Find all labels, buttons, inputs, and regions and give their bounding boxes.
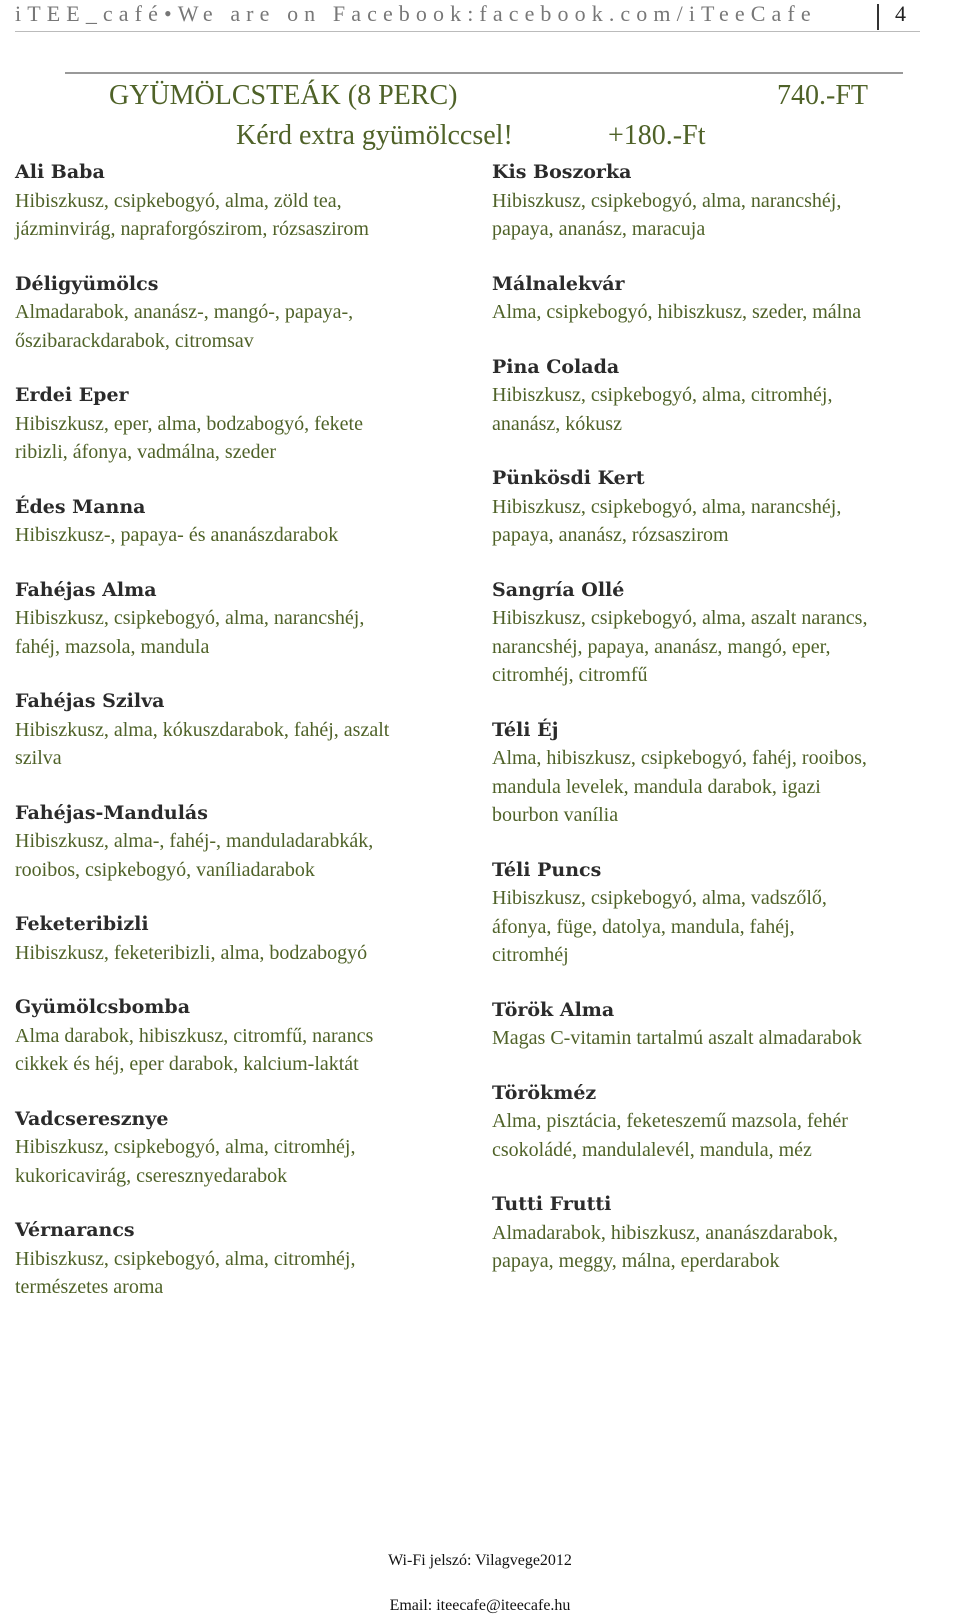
menu-item-description: Hibiszkusz, csipkebogyó, alma, citromhéj,	[15, 1247, 356, 1270]
menu-item-description: természetes aroma	[15, 1276, 164, 1298]
menu-item-description: Hibiszkusz, csipkebogyó, alma, zöld tea,	[15, 189, 342, 212]
menu-item-name: Törökméz	[492, 1081, 597, 1104]
menu-item	[492, 270, 947, 327]
menu-item-description: csokoládé, mandulalevél, mandula, méz	[492, 1138, 812, 1161]
header-text: iTEE_café•We are on Facebook:facebook.com/iTeeCafe	[15, 1, 817, 26]
header-divider	[877, 4, 879, 30]
menu-item-description: Hibiszkusz, alma, kókuszdarabok, fahéj, aszalt	[15, 718, 390, 741]
menu-item	[15, 493, 485, 550]
menu-item-description: Alma, hibiszkusz, csipkebogyó, fahéj, rooibos,	[492, 747, 867, 769]
menu-item-name: Pünkösdi Kert	[492, 467, 645, 489]
menu-item	[15, 576, 485, 662]
menu-item-name: Fahéjas-Mandulás	[15, 801, 208, 824]
extra-fruit-label: Kérd extra gyümölccsel!	[236, 120, 513, 151]
section-price: 740.-FT	[777, 80, 868, 111]
menu-item	[492, 1079, 947, 1165]
extra-fruit-price: +180.-Ft	[608, 120, 706, 151]
menu-item	[15, 158, 485, 244]
menu-item-description: Almadarabok, ananász-, mangó-, papaya-,	[15, 301, 354, 323]
menu-item	[492, 716, 947, 830]
menu-item	[492, 576, 947, 690]
menu-item-name: Déligyümölcs	[15, 272, 159, 295]
menu-item-name: Feketeribizli	[15, 913, 149, 935]
menu-item	[492, 996, 947, 1053]
menu-item-description: Hibiszkusz, csipkebogyó, alma, vadszőlő,	[492, 887, 827, 909]
section-title-bar	[65, 72, 903, 118]
menu-item-description: Hibiszkusz-, papaya- és ananászdarabok	[15, 524, 339, 546]
menu-item-name: Fahéjas Szilva	[15, 690, 165, 712]
menu-item-name: Ali Baba	[15, 161, 105, 183]
menu-item-description: bourbon vanília	[492, 804, 619, 826]
menu-item-name: Téli Puncs	[492, 858, 602, 881]
menu-item-description: ribizli, áfonya, vadmálna, szeder	[15, 441, 276, 463]
menu-item-name: Sangría Ollé	[492, 578, 625, 601]
contact-email: Email: iteecafe@iteecafe.hu	[389, 1597, 571, 1614]
menu-item	[15, 1105, 485, 1191]
menu-item-description: Alma, csipkebogyó, hibiszkusz, szeder, málna	[492, 301, 862, 323]
menu-item-description: fahéj, mazsola, mandula	[15, 635, 210, 658]
menu-item	[492, 353, 947, 439]
menu-item	[492, 856, 947, 970]
menu-item-description: Hibiszkusz, alma-, fahéj-, manduladarabkák,	[15, 830, 374, 852]
menu-item-description: cikkek és héj, eper darabok, kalcium-laktát	[15, 1053, 359, 1075]
menu-item-description: rooibos, csipkebogyó, vaníliadarabok	[15, 858, 315, 881]
header-rule	[15, 31, 920, 32]
menu-item-description: Hibiszkusz, csipkebogyó, alma, citromhéj,	[15, 1136, 356, 1158]
menu-item-description: szilva	[15, 747, 62, 769]
menu-item-description: kukoricavirág, cseresznyedarabok	[15, 1164, 288, 1187]
menu-item-name: Vadcseresznye	[15, 1107, 169, 1130]
right-menu-column	[492, 158, 947, 1302]
menu-item	[15, 993, 485, 1079]
menu-item	[15, 1216, 485, 1302]
menu-item	[15, 381, 485, 467]
menu-item	[15, 799, 485, 885]
menu-item-description: őszibarackdarabok, citromsav	[15, 329, 254, 352]
section-title: GYÜMÖLCSTEÁK (8 PERC)	[109, 80, 458, 111]
menu-item-description: Hibiszkusz, feketeribizli, alma, bodzabogyó	[15, 941, 368, 964]
menu-item-description: Almadarabok, hibiszkusz, ananászdarabok,	[492, 1221, 838, 1244]
menu-item-description: papaya, ananász, rózsaszirom	[492, 524, 729, 546]
menu-item-name: Vérnarancs	[15, 1219, 135, 1241]
menu-item-description: Hibiszkusz, csipkebogyó, alma, narancshéj,	[492, 495, 842, 518]
menu-item-description: citromhéj, citromfű	[492, 664, 648, 686]
menu-item-description: Magas C-vitamin tartalmú aszalt almadarabok	[492, 1027, 862, 1049]
menu-item	[492, 158, 947, 244]
menu-item-name: Török Alma	[492, 998, 615, 1021]
menu-item	[492, 464, 947, 550]
menu-item	[15, 910, 485, 967]
menu-item-name: Kis Boszorka	[492, 161, 632, 183]
menu-item-name: Fahéjas Alma	[15, 578, 157, 601]
menu-item-description: Hibiszkusz, csipkebogyó, alma, narancshéj,	[15, 607, 365, 629]
page-number: 4	[895, 1, 906, 26]
menu-item	[492, 1190, 947, 1276]
menu-item-description: Alma, pisztácia, feketeszemű mazsola, fehér	[492, 1110, 848, 1132]
menu-item-description: citromhéj	[492, 944, 569, 966]
menu-item-description: narancshéj, papaya, ananász, mangó, eper,	[492, 635, 831, 658]
menu-item-description: mandula levelek, mandula darabok, igazi	[492, 775, 821, 798]
menu-item	[15, 270, 485, 356]
page-header	[15, 0, 920, 30]
wifi-password: Wi-Fi jelszó: Vilagvege2012	[388, 1552, 572, 1569]
menu-item-description: papaya, ananász, maracuja	[492, 218, 706, 240]
left-menu-column	[15, 158, 485, 1328]
menu-item	[15, 687, 485, 773]
menu-item-description: Alma darabok, hibiszkusz, citromfű, narancs	[15, 1024, 374, 1047]
menu-item-description: áfonya, füge, datolya, mandula, fahéj,	[492, 915, 795, 938]
menu-item-description: Hibiszkusz, csipkebogyó, alma, citromhéj,	[492, 384, 833, 406]
menu-item-name: Tutti Frutti	[492, 1193, 612, 1215]
menu-item-name: Erdei Eper	[15, 384, 129, 406]
menu-item-name: Édes Manna	[15, 495, 146, 518]
menu-item-description: ananász, kókusz	[492, 412, 622, 435]
menu-item-name: Málnalekvár	[492, 272, 625, 295]
menu-item-description: Hibiszkusz, csipkebogyó, alma, aszalt narancs,	[492, 607, 868, 629]
menu-item-name: Gyümölcsbomba	[15, 996, 190, 1018]
menu-item-description: jázminvirág, napraforgószirom, rózsaszirom	[15, 218, 369, 240]
menu-item-name: Téli Éj	[492, 718, 559, 741]
menu-item-name: Pina Colada	[492, 355, 620, 378]
menu-item-description: papaya, meggy, málna, eperdarabok	[492, 1250, 780, 1272]
menu-item-description: Hibiszkusz, eper, alma, bodzabogyó, fekete	[15, 412, 363, 435]
menu-item-description: Hibiszkusz, csipkebogyó, alma, narancshéj,	[492, 189, 842, 212]
